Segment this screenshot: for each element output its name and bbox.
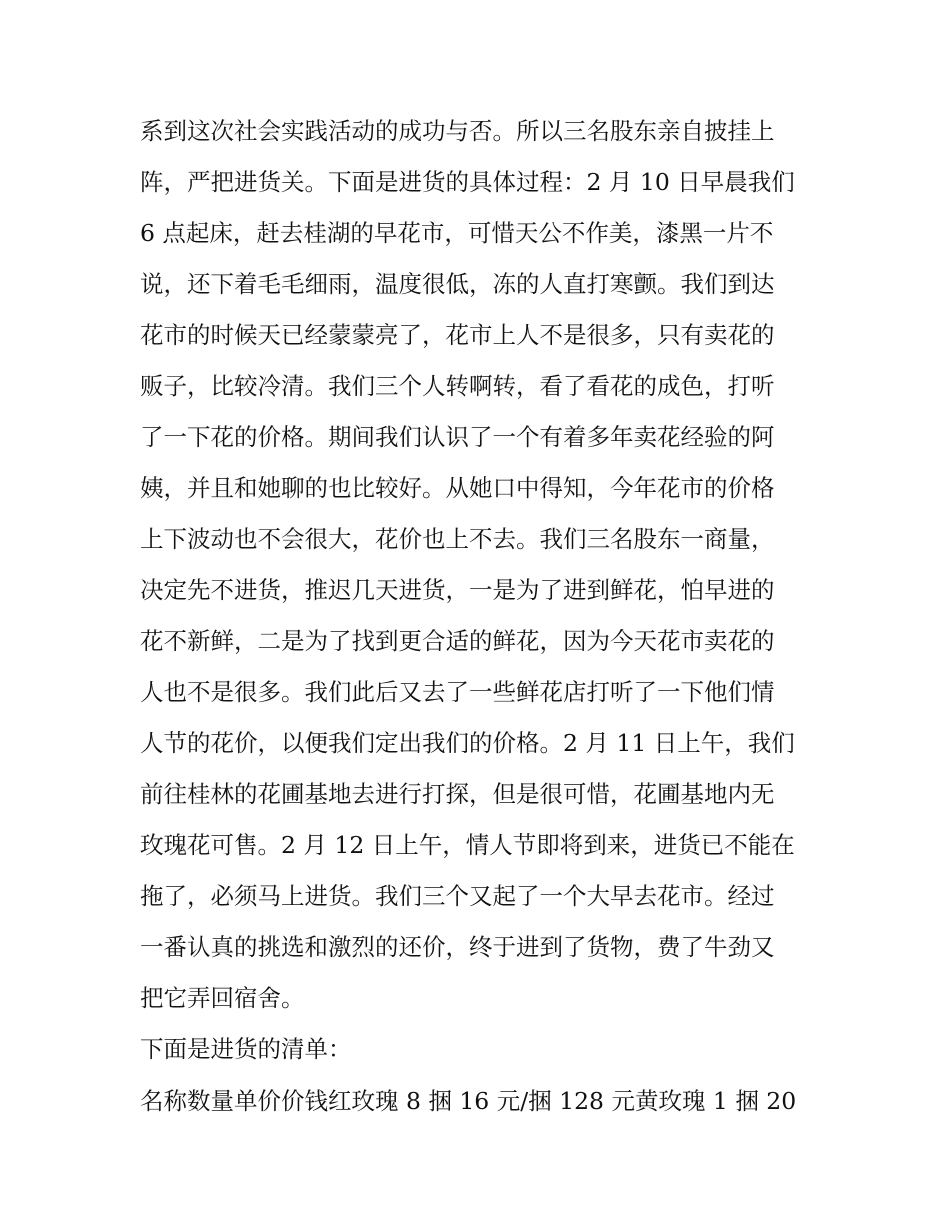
text-line: 系到这次社会实践活动的成功与否。所以三名股东亲自披挂上	[140, 117, 775, 145]
text-line: 贩子，比较冷清。我们三个人转啊转，看了看花的成色，打听	[140, 372, 775, 400]
section-intro-line: 下面是进货的清单：	[140, 1035, 352, 1063]
text-line: 说，还下着毛毛细雨，温度很低，冻的人直打寒颤。我们到达	[140, 270, 775, 298]
text-line: 花不新鲜，二是为了找到更合适的鲜花，因为今天花市卖花的	[140, 627, 775, 655]
text-line: 上下波动也不会很大，花价也上不去。我们三名股东一商量，	[140, 525, 775, 553]
text-line: 玫瑰花可售。2 月 12 日上午，情人节即将到来，进货已不能在	[140, 831, 795, 859]
text-line: 人也不是很多。我们此后又去了一些鲜花店打听了一下他们情	[140, 678, 775, 706]
text-line: 姨，并且和她聊的也比较好。从她口中得知，今年花市的价格	[140, 474, 775, 502]
text-line: 前往桂林的花圃基地去进行打探，但是很可惜，花圃基地内无	[140, 780, 775, 808]
text-line: 拖了，必须马上进货。我们三个又起了一个大早去花市。经过	[140, 882, 775, 910]
text-line: 了一下花的价格。期间我们认识了一个有着多年卖花经验的阿	[140, 423, 775, 451]
body-text	[140, 106, 820, 1127]
text-line: 一番认真的挑选和激烈的还价，终于进到了货物，费了牛劲又	[140, 933, 775, 961]
text-line: 把它弄回宿舍。	[140, 984, 305, 1012]
text-line: 花市的时候天已经蒙蒙亮了，花市上人不是很多，只有卖花的	[140, 321, 775, 349]
text-line: 6 点起床，赶去桂湖的早花市，可惜天公不作美，漆黑一片不	[140, 219, 774, 247]
text-line: 阵，严把进货关。下面是进货的具体过程：2 月 10 日早晨我们	[140, 168, 795, 196]
purchase-list-line: 名称数量单价价钱红玫瑰 8 捆 16 元/捆 128 元黄玫瑰 1 捆 20	[140, 1087, 797, 1115]
text-line: 决定先不进货，推迟几天进货，一是为了进到鲜花，怕早进的	[140, 576, 775, 604]
text-line: 人节的花价，以便我们定出我们的价格。2 月 11 日上午，我们	[140, 729, 795, 757]
